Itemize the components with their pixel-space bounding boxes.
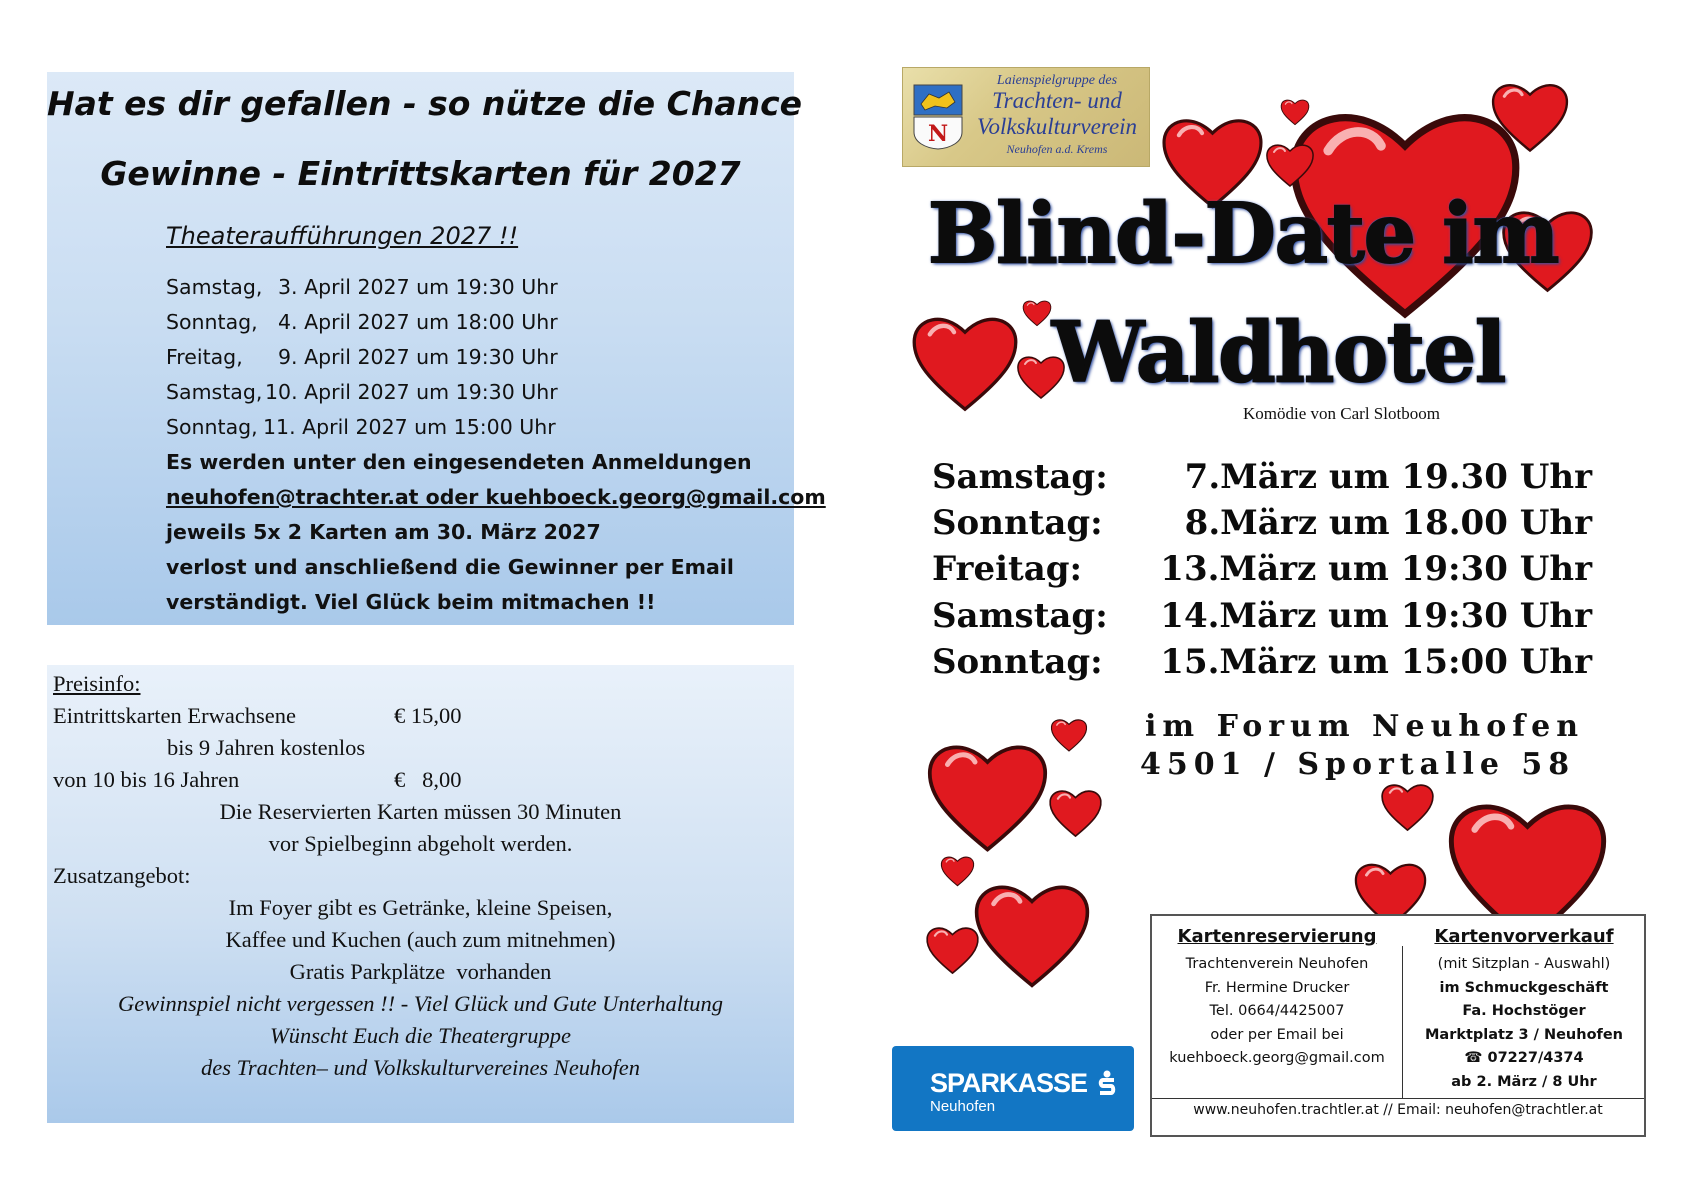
column-divider <box>1402 946 1403 1098</box>
club-logo <box>902 67 1150 167</box>
logo-line: Volkskulturverein <box>976 114 1138 139</box>
heart-icon <box>914 319 1016 409</box>
show-day: Samstag: <box>932 457 1108 497</box>
show-date <box>932 549 1592 595</box>
presale-line: Fa. Hochstöger <box>1462 1003 1586 1019</box>
reservation-line: Tel. 0664/4425007 <box>1209 1003 1345 1019</box>
performance-time: 3. April 2027 um 19:30 Uhr <box>278 275 558 299</box>
play-title: Waldhotel <box>1052 305 1506 401</box>
presale-heading: Kartenvorverkauf <box>1434 926 1614 947</box>
sparkasse-s-icon <box>1097 1070 1117 1100</box>
performance-day: Sonntag, <box>166 310 258 334</box>
price-heading: Preisinfo: <box>53 671 141 696</box>
performance-time: 4. April 2027 um 18:00 Uhr <box>278 310 558 334</box>
show-day: Freitag: <box>932 549 1083 589</box>
heart-icon <box>1023 301 1051 326</box>
show-time: 14.März um 19:30 Uhr <box>1160 596 1592 636</box>
logo-line: Neuhofen a.d. Krems <box>1006 142 1108 156</box>
show-date <box>932 503 1592 549</box>
show-time: 13.März um 19:30 Uhr <box>1160 549 1592 589</box>
performance-day: Samstag, <box>166 380 263 404</box>
show-date <box>932 457 1592 503</box>
performance-time: 9. April 2027 um 19:30 Uhr <box>278 345 558 369</box>
heart-icon <box>941 857 973 886</box>
child-price-label: bis 9 Jahren kostenlos <box>167 735 366 760</box>
heart-icon <box>927 928 978 973</box>
performance-day: Samstag, <box>166 275 263 299</box>
contest-note: Es werden unter den eingesendeten Anmeldungen <box>166 450 752 474</box>
crest-letter: N <box>927 121 949 147</box>
show-time: 15.März um 15:00 Uhr <box>1160 642 1592 682</box>
reservation-heading: Kartenreservierung <box>1177 926 1377 947</box>
heart-icon <box>977 887 1088 985</box>
logo-line: Trachten- und <box>992 88 1122 113</box>
extras-line: Im Foyer gibt es Getränke, kleine Speisen, <box>228 895 613 920</box>
show-date <box>932 596 1592 642</box>
performances-heading: Theateraufführungen 2027 !! <box>166 222 519 250</box>
adult-price-label: Eintrittskarten Erwachsene <box>53 703 297 728</box>
contest-note: jeweils 5x 2 Karten am 30. März 2027 <box>166 520 601 544</box>
sponsor-logo <box>892 1046 1134 1131</box>
presale-line: (mit Sitzplan - Auswahl) <box>1437 956 1611 972</box>
contest-subheadline: Gewinne - Eintrittskarten für 2027 <box>100 154 741 193</box>
show-time: 8.März um 18.00 Uhr <box>1184 503 1592 543</box>
heart-icon <box>1051 720 1086 751</box>
club-crest-icon <box>913 84 963 150</box>
reservation-line: oder per Email bei <box>1210 1026 1344 1043</box>
reservation-note: vor Spielbeginn abgeholt werden. <box>268 831 573 856</box>
presale-phone: ☎ 07227/4374 <box>1464 1050 1584 1066</box>
contest-headline: Hat es dir gefallen - so nütze die Chance <box>47 84 803 123</box>
venue-address: 4501 / Sportalle 58 <box>1140 747 1576 782</box>
play-title: Blind-Date im <box>928 186 1559 282</box>
extras-heading: Zusatzangebot: <box>53 863 191 888</box>
contest-emails[interactable]: neuhofen@trachter.at oder kuehboeck.georg@gmail.com <box>166 485 826 509</box>
sponsor-name: SPARKASSE <box>930 1068 1088 1098</box>
extras-line: Gratis Parkplätze vorhanden <box>289 959 552 984</box>
sponsor-place: Neuhofen <box>930 1098 996 1115</box>
heart-icon <box>1382 785 1433 830</box>
youth-price-label: von 10 bis 16 Jahren <box>53 767 240 792</box>
play-subtitle: Komödie von Carl Slotboom <box>1243 404 1440 423</box>
logo-line: Laienspielgruppe des <box>996 73 1118 88</box>
website-footer[interactable]: www.neuhofen.trachtler.at // Email: neuhofen@trachtler.at <box>1193 1102 1603 1118</box>
contest-note: verständigt. Viel Glück beim mitmachen !! <box>166 590 656 614</box>
presale-column <box>1404 916 1644 1094</box>
youth-price: € 8,00 <box>394 767 462 792</box>
reservation-line: Trachtenverein Neuhofen <box>1185 956 1369 972</box>
closing-line: Wünscht Euch die Theatergruppe <box>270 1023 571 1048</box>
show-date <box>932 642 1592 688</box>
show-time: 7.März um 19.30 Uhr <box>1184 457 1592 497</box>
reservation-note: Die Reservierten Karten müssen 30 Minuten <box>219 799 622 824</box>
venue-name: im Forum Neuhofen <box>1145 709 1585 744</box>
reservation-line: Fr. Hermine Drucker <box>1204 979 1350 996</box>
performance-day: Sonntag, <box>166 415 258 439</box>
heart-icon <box>1281 100 1309 125</box>
presale-line: Marktplatz 3 / Neuhofen <box>1424 1026 1623 1043</box>
closing-line: des Trachten– und Volkskulturvereines Neuhofen <box>200 1055 641 1080</box>
heart-icon <box>930 747 1045 849</box>
footer-divider <box>1152 1098 1644 1099</box>
ticket-info-box <box>1150 914 1646 1137</box>
contest-note: verlost und anschließend die Gewinner per Email <box>166 555 734 579</box>
reservation-column <box>1152 916 1402 1071</box>
performance-time: 10. April 2027 um 19:30 Uhr <box>265 380 558 404</box>
presale-line: ab 2. März / 8 Uhr <box>1451 1073 1597 1090</box>
presale-line: im Schmuckgeschäft <box>1439 979 1609 996</box>
show-day: Sonntag: <box>932 503 1103 543</box>
heart-icon <box>1050 791 1101 836</box>
performance-time: 11. April 2027 um 15:00 Uhr <box>263 415 556 439</box>
reservation-email[interactable]: kuehboeck.georg@gmail.com <box>1169 1050 1385 1066</box>
adult-price: € 15,00 <box>394 703 462 728</box>
extras-line: Kaffee und Kuchen (auch zum mitnehmen) <box>225 927 616 952</box>
closing-line: Gewinnspiel nicht vergessen !! - Viel Glück und Gute Unterhaltung <box>117 991 724 1016</box>
show-day: Samstag: <box>932 596 1108 636</box>
show-day: Sonntag: <box>932 642 1103 682</box>
performance-day: Freitag, <box>166 345 243 369</box>
